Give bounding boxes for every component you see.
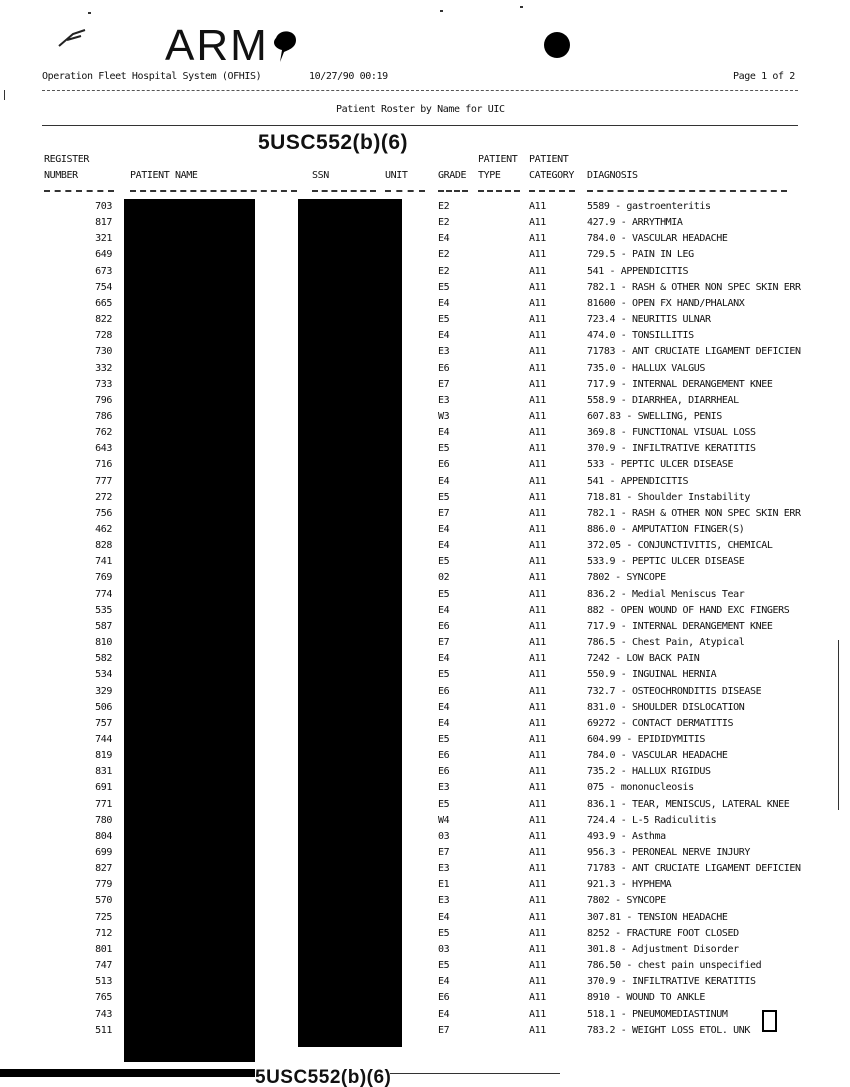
register-number: 643: [95, 443, 112, 455]
col-category-2: CATEGORY: [529, 170, 574, 181]
diagnosis: 307.81 - TENSION HEADACHE: [587, 911, 728, 923]
grade: E4: [438, 475, 450, 487]
register-number: 673: [95, 265, 112, 277]
diagnosis: 729.5 - PAIN IN LEG: [587, 249, 694, 261]
patient-category: A11: [529, 927, 546, 939]
diagnosis: 493.9 - Asthma: [587, 830, 666, 842]
patient-category: A11: [529, 911, 546, 923]
patient-category: A11: [529, 507, 546, 519]
grade: E4: [438, 427, 450, 439]
diagnosis: 921.3 - HYPHEMA: [587, 879, 672, 891]
grade: E4: [438, 911, 450, 923]
patient-category: A11: [529, 265, 546, 277]
divider: [42, 90, 798, 91]
register-number: 743: [95, 1008, 112, 1020]
register-number: 801: [95, 943, 112, 955]
grade: E4: [438, 540, 450, 552]
patient-category: A11: [529, 992, 546, 1004]
register-number: 827: [95, 863, 112, 875]
diagnosis: 370.9 - INFILTRATIVE KERATITIS: [587, 443, 756, 455]
bottom-bar: [0, 1069, 255, 1077]
register-number: 534: [95, 669, 112, 681]
diagnosis: 372.05 - CONJUNCTIVITIS, CHEMICAL: [587, 540, 773, 552]
grade: E3: [438, 394, 450, 406]
patient-category: A11: [529, 330, 546, 342]
register-number: 728: [95, 330, 112, 342]
grade: E4: [438, 976, 450, 988]
grade: E4: [438, 297, 450, 309]
underline-ssn: [312, 190, 376, 192]
register-number: 725: [95, 911, 112, 923]
grade: E2: [438, 265, 450, 277]
grade: E7: [438, 507, 450, 519]
grade: E7: [438, 378, 450, 390]
grade: E3: [438, 863, 450, 875]
col-register-1: REGISTER: [44, 154, 89, 165]
patient-category: A11: [529, 249, 546, 261]
grade: E7: [438, 637, 450, 649]
patient-category: A11: [529, 588, 546, 600]
grade: E6: [438, 750, 450, 762]
register-number: 570: [95, 895, 112, 907]
grade: E5: [438, 588, 450, 600]
patient-category: A11: [529, 201, 546, 212]
register-number: 321: [95, 233, 112, 245]
diagnosis: 301.8 - Adjustment Disorder: [587, 943, 739, 955]
register-number: 771: [95, 798, 112, 810]
diagnosis: 533.9 - PEPTIC ULCER DISEASE: [587, 556, 745, 568]
register-number: 828: [95, 540, 112, 552]
diagnosis: 882 - OPEN WOUND OF HAND EXC FINGERS: [587, 604, 790, 616]
left-margin-mark: [4, 90, 5, 100]
patient-category: A11: [529, 717, 546, 729]
patient-category: A11: [529, 653, 546, 665]
grade: E4: [438, 524, 450, 535]
col-patient-name: PATIENT NAME: [130, 170, 198, 181]
patient-category: A11: [529, 281, 546, 293]
scan-speck: [520, 6, 523, 8]
margin-line: [838, 640, 839, 810]
col-patient-type-2: TYPE: [478, 170, 501, 181]
diagnosis: 541 - APPENDICITIS: [587, 475, 689, 487]
col-ssn: SSN: [312, 170, 329, 181]
patient-category: A11: [529, 943, 546, 955]
register-number: 649: [95, 249, 112, 261]
register-number: 765: [95, 992, 112, 1004]
ink-blot-icon: [270, 28, 302, 64]
grade: E4: [438, 233, 450, 245]
grade: 03: [438, 830, 450, 842]
diagnosis: 735.0 - HALLUX VALGUS: [587, 362, 706, 374]
grade: E2: [438, 217, 450, 229]
register-number: 756: [95, 507, 112, 519]
punch-hole-icon: [544, 32, 570, 58]
diagnosis: 786.50 - chest pain unspecified: [587, 960, 762, 972]
system-name: Operation Fleet Hospital System (OFHIS): [42, 71, 262, 82]
bottom-line: [390, 1073, 560, 1074]
patient-category: A11: [529, 475, 546, 487]
patient-category: A11: [529, 427, 546, 439]
divider: [42, 125, 798, 126]
col-grade: GRADE: [438, 170, 467, 181]
register-number: 754: [95, 281, 112, 293]
grade: E4: [438, 1008, 450, 1020]
patient-category: A11: [529, 847, 546, 858]
patient-category: A11: [529, 701, 546, 713]
diagnosis: 550.9 - INGUINAL HERNIA: [587, 669, 717, 681]
register-number: 762: [95, 427, 112, 439]
report-datetime: 10/27/90 00:19: [309, 71, 388, 82]
patient-category: A11: [529, 491, 546, 503]
grade: E3: [438, 895, 450, 907]
grade: E4: [438, 717, 450, 729]
patient-category: A11: [529, 572, 546, 584]
register-number: 822: [95, 314, 112, 326]
grade: E5: [438, 669, 450, 681]
col-patient-type-1: PATIENT: [478, 154, 518, 165]
diagnosis: 81600 - OPEN FX HAND/PHALANX: [587, 297, 745, 309]
register-number: 774: [95, 588, 112, 600]
diagnosis: 607.83 - SWELLING, PENIS: [587, 410, 722, 422]
register-number: 712: [95, 927, 112, 939]
grade: 02: [438, 572, 450, 584]
diagnosis: 533 - PEPTIC ULCER DISEASE: [587, 459, 734, 471]
grade: W3: [438, 410, 450, 422]
patient-category: A11: [529, 733, 546, 745]
col-diagnosis: DIAGNOSIS: [587, 170, 638, 181]
register-number: 716: [95, 459, 112, 471]
underline-unit: [385, 190, 425, 192]
redaction-stamp: 5USC552(b)(6): [258, 131, 409, 154]
grade: E4: [438, 330, 450, 342]
grade: E5: [438, 733, 450, 745]
grade: E4: [438, 653, 450, 665]
grade: E7: [438, 847, 450, 858]
patient-category: A11: [529, 685, 546, 697]
col-register-2: NUMBER: [44, 170, 78, 181]
diagnosis: 723.4 - NEURITIS ULNAR: [587, 314, 711, 326]
patient-category: A11: [529, 443, 546, 455]
grade: 03: [438, 943, 450, 955]
grade: E6: [438, 620, 450, 632]
patient-category: A11: [529, 960, 546, 972]
diagnosis: 075 - mononucleosis: [587, 782, 694, 794]
underline-category: [529, 190, 575, 192]
grade: E2: [438, 249, 450, 261]
grade: E5: [438, 960, 450, 972]
patient-category: A11: [529, 976, 546, 988]
patient-category: A11: [529, 524, 546, 535]
report-title: Patient Roster by Name for UIC: [336, 104, 505, 115]
diagnosis: 7242 - LOW BACK PAIN: [587, 653, 700, 665]
page-number: Page 1 of 2: [733, 71, 795, 82]
register-number: 810: [95, 637, 112, 649]
register-number: 506: [95, 701, 112, 713]
patient-category: A11: [529, 798, 546, 810]
diagnosis: 474.0 - TONSILLITIS: [587, 330, 694, 342]
patient-category: A11: [529, 782, 546, 794]
grade: E6: [438, 685, 450, 697]
patient-category: A11: [529, 766, 546, 778]
col-category-1: PATIENT: [529, 154, 569, 165]
register-number: 819: [95, 750, 112, 762]
register-number: 691: [95, 782, 112, 794]
diagnosis: 886.0 - AMPUTATION FINGER(S): [587, 524, 745, 535]
diagnosis: 786.5 - Chest Pain, Atypical: [587, 637, 745, 649]
register-number: 462: [95, 524, 112, 535]
diagnosis: 604.99 - EPIDIDYMITIS: [587, 733, 706, 745]
patient-category: A11: [529, 1008, 546, 1020]
register-number: 699: [95, 847, 112, 858]
register-number: 780: [95, 814, 112, 826]
patient-category: A11: [529, 814, 546, 826]
diagnosis: 69272 - CONTACT DERMATITIS: [587, 717, 734, 729]
grade: E6: [438, 362, 450, 374]
underline-type: [478, 190, 520, 192]
diagnosis: 717.9 - INTERNAL DERANGEMENT KNEE: [587, 620, 773, 632]
patient-category: A11: [529, 637, 546, 649]
diagnosis: 71783 - ANT CRUCIATE LIGAMENT DEFICIEN: [587, 863, 801, 875]
patient-category: A11: [529, 378, 546, 390]
redaction-ssn-column: [298, 199, 402, 1047]
register-number: 769: [95, 572, 112, 584]
grade: E5: [438, 491, 450, 503]
register-number: 703: [95, 201, 112, 212]
diagnosis: 784.0 - VASCULAR HEADACHE: [587, 233, 728, 245]
register-number: 733: [95, 378, 112, 390]
diagnosis: 8252 - FRACTURE FOOT CLOSED: [587, 927, 739, 939]
grade: E1: [438, 879, 450, 891]
diagnosis: 732.7 - OSTEOCHRONDITIS DISEASE: [587, 685, 762, 697]
diagnosis: 836.2 - Medial Meniscus Tear: [587, 588, 745, 600]
patient-category: A11: [529, 314, 546, 326]
diagnosis: 836.1 - TEAR, MENISCUS, LATERAL KNEE: [587, 798, 790, 810]
grade: E3: [438, 346, 450, 358]
handwritten-title: ARM: [165, 21, 269, 70]
patient-category: A11: [529, 540, 546, 552]
diagnosis: 735.2 - HALLUX RIGIDUS: [587, 766, 711, 778]
patient-category: A11: [529, 459, 546, 471]
register-number: 786: [95, 410, 112, 422]
register-number: 777: [95, 475, 112, 487]
patient-category: A11: [529, 750, 546, 762]
diagnosis: 717.9 - INTERNAL DERANGEMENT KNEE: [587, 378, 773, 390]
grade: E4: [438, 604, 450, 616]
patient-category: A11: [529, 669, 546, 681]
diagnosis: 558.9 - DIARRHEA, DIARRHEAL: [587, 394, 739, 406]
diagnosis: 8910 - WOUND TO ANKLE: [587, 992, 706, 1004]
register-number: 831: [95, 766, 112, 778]
grade: E6: [438, 992, 450, 1004]
register-number: 817: [95, 217, 112, 229]
register-number: 587: [95, 620, 112, 632]
register-number: 747: [95, 960, 112, 972]
diagnosis: 782.1 - RASH & OTHER NON SPEC SKIN ERR: [587, 507, 801, 519]
register-number: 741: [95, 556, 112, 568]
grade: E4: [438, 701, 450, 713]
grade: E5: [438, 927, 450, 939]
patient-category: A11: [529, 879, 546, 891]
register-number: 582: [95, 653, 112, 665]
grade: E5: [438, 314, 450, 326]
patient-category: A11: [529, 394, 546, 406]
register-number: 744: [95, 733, 112, 745]
patient-category: A11: [529, 346, 546, 358]
register-number: 665: [95, 297, 112, 309]
grade: E3: [438, 782, 450, 794]
diagnosis: 783.2 - WEIGHT LOSS ETOL. UNK: [587, 1024, 750, 1036]
register-number: 535: [95, 604, 112, 616]
patient-category: A11: [529, 233, 546, 245]
grade: E2: [438, 201, 450, 212]
diagnosis: 831.0 - SHOULDER DISLOCATION: [587, 701, 745, 713]
diagnosis: 370.9 - INFILTRATIVE KERATITIS: [587, 976, 756, 988]
underline-register: [44, 190, 114, 192]
patient-category: A11: [529, 863, 546, 875]
diagnosis: 718.81 - Shoulder Instability: [587, 491, 750, 503]
redaction-name-column: [124, 199, 255, 1062]
diagnosis: 71783 - ANT CRUCIATE LIGAMENT DEFICIEN: [587, 346, 801, 358]
grade: W4: [438, 814, 450, 826]
redaction-stamp-bottom: 5USC552(b)(6): [255, 1068, 392, 1087]
patient-category: A11: [529, 556, 546, 568]
scan-speck: [88, 12, 91, 14]
register-number: 796: [95, 394, 112, 406]
patient-category: A11: [529, 217, 546, 229]
diagnosis: 782.1 - RASH & OTHER NON SPEC SKIN ERR: [587, 281, 801, 293]
patient-category: A11: [529, 1024, 546, 1036]
patient-category: A11: [529, 297, 546, 309]
diagnosis: 7802 - SYNCOPE: [587, 572, 666, 584]
pen-mark-icon: [55, 26, 95, 50]
patient-category: A11: [529, 895, 546, 907]
register-number: 511: [95, 1024, 112, 1036]
grade: E5: [438, 281, 450, 293]
register-number: 804: [95, 830, 112, 842]
diagnosis: 5589 - gastroenteritis: [587, 201, 711, 212]
register-number: 757: [95, 717, 112, 729]
underline-name: [130, 190, 297, 192]
diagnosis: 518.1 - PNEUMOMEDIASTINUM: [587, 1008, 728, 1020]
underline-grade: [438, 190, 468, 192]
underline-diagnosis: [587, 190, 787, 192]
register-number: 332: [95, 362, 112, 374]
diagnosis: 724.4 - L-5 Radiculitis: [587, 814, 717, 826]
scan-speck: [440, 10, 443, 12]
diagnosis: 784.0 - VASCULAR HEADACHE: [587, 750, 728, 762]
register-number: 730: [95, 346, 112, 358]
register-number: 779: [95, 879, 112, 891]
patient-category: A11: [529, 410, 546, 422]
diagnosis: 7802 - SYNCOPE: [587, 895, 666, 907]
grade: E6: [438, 766, 450, 778]
diagnosis: 369.8 - FUNCTIONAL VISUAL LOSS: [587, 427, 756, 439]
grade: E5: [438, 798, 450, 810]
patient-category: A11: [529, 830, 546, 842]
patient-category: A11: [529, 362, 546, 374]
grade: E7: [438, 1024, 450, 1036]
grade: E6: [438, 459, 450, 471]
register-number: 329: [95, 685, 112, 697]
patient-category: A11: [529, 604, 546, 616]
grade: E5: [438, 443, 450, 455]
checkbox-mark-icon: [762, 1010, 777, 1032]
diagnosis: 427.9 - ARRYTHMIA: [587, 217, 683, 229]
diagnosis: 541 - APPENDICITIS: [587, 265, 689, 277]
grade: E5: [438, 556, 450, 568]
register-number: 272: [95, 491, 112, 503]
register-number: 513: [95, 976, 112, 988]
diagnosis: 956.3 - PERONEAL NERVE INJURY: [587, 847, 750, 858]
patient-category: A11: [529, 620, 546, 632]
col-unit: UNIT: [385, 170, 408, 181]
